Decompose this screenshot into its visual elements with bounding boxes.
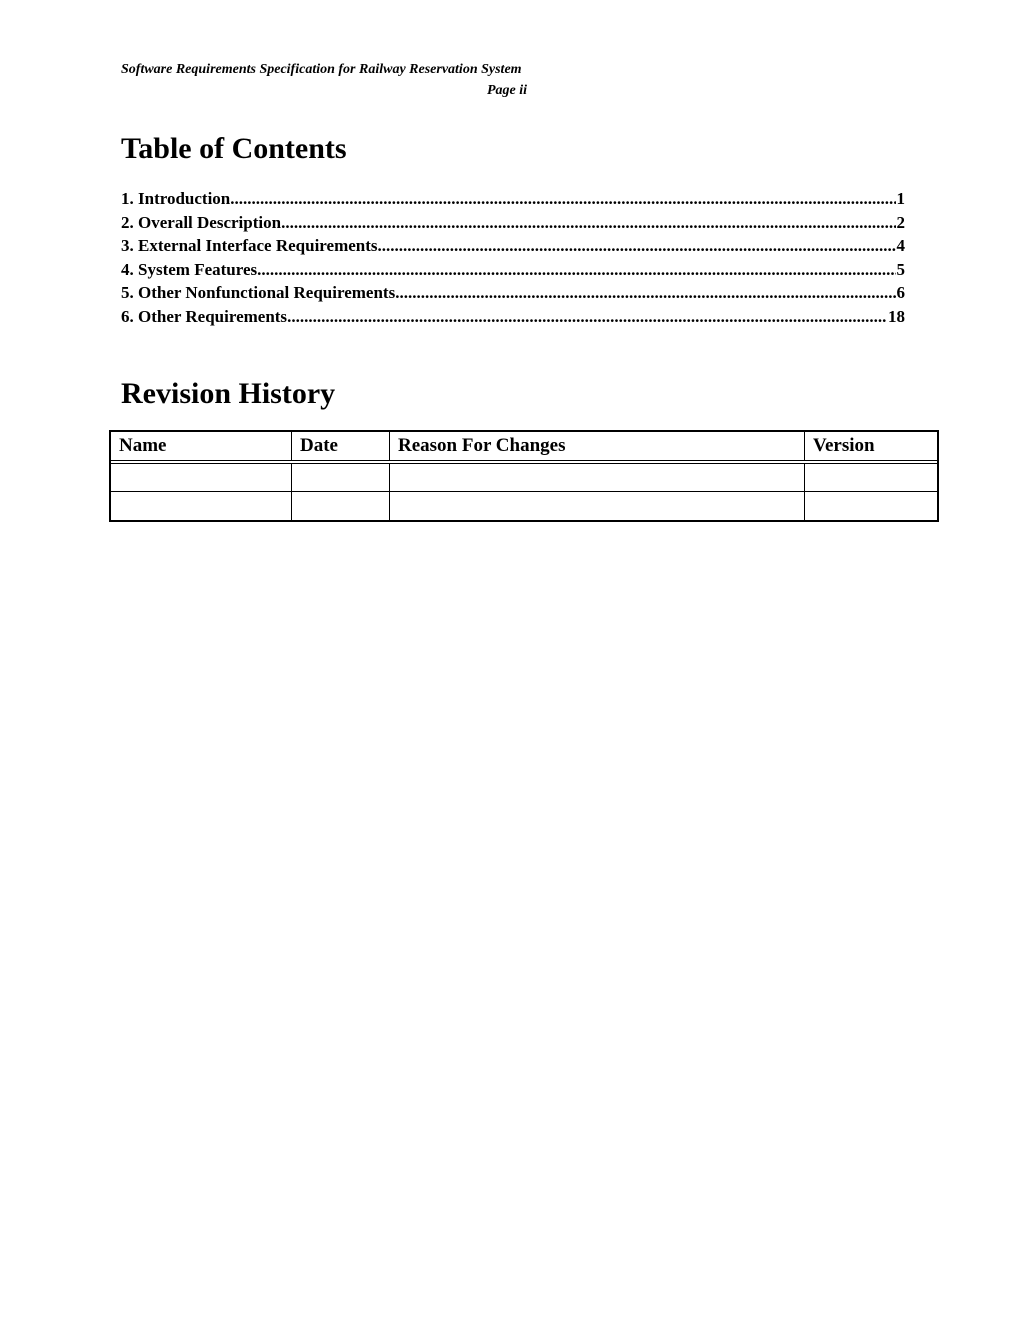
toc-leader-dots <box>287 305 887 329</box>
toc-entry-page: 2 <box>896 212 905 232</box>
table-cell-version[interactable] <box>805 464 937 491</box>
toc-entry[interactable] <box>121 234 905 258</box>
column-header-name: Name <box>111 432 292 460</box>
table-row <box>111 492 937 520</box>
document-header-title: Software Requirements Specification for Railway Reservation System <box>121 62 522 77</box>
toc-entry[interactable] <box>121 187 905 211</box>
toc-leader-dots <box>257 258 895 282</box>
toc-entry-page: 5 <box>896 259 905 279</box>
table-cell-reason[interactable] <box>390 492 805 520</box>
toc-entry-label: 1. Introduction <box>121 189 231 208</box>
column-header-date: Date <box>292 432 390 460</box>
table-cell-name[interactable] <box>111 492 292 520</box>
toc-entry-page: 4 <box>896 236 905 255</box>
toc-entry-label: 4. System Features <box>121 259 258 279</box>
column-header-version: Version <box>813 435 875 456</box>
toc-entry[interactable] <box>121 258 905 282</box>
toc-leader-dots <box>281 211 895 235</box>
table-cell-name[interactable] <box>111 464 292 491</box>
toc-entry-label: 6. Other Requirements <box>121 306 288 326</box>
toc-entry-page: 6 <box>896 283 905 302</box>
table-cell-date[interactable] <box>292 492 390 520</box>
table-cell-date[interactable] <box>292 464 390 491</box>
table-header-row <box>111 432 937 464</box>
toc-leader-dots <box>230 187 895 211</box>
toc-entry[interactable] <box>121 281 905 305</box>
toc-entry-label: 5. Other Nonfunctional Requirements <box>121 283 396 302</box>
toc-entry-label: 2. Overall Description <box>121 212 282 232</box>
toc-entry-page: 1 <box>896 189 905 208</box>
column-header-reason: Reason For Changes <box>390 432 805 460</box>
table-cell-version[interactable] <box>805 492 937 520</box>
page-number-label: Page ii <box>487 83 528 98</box>
table-row <box>111 464 937 492</box>
toc-leader-dots <box>395 281 895 305</box>
toc-heading: Table of Contents <box>121 132 347 165</box>
table-cell-reason[interactable] <box>390 464 805 491</box>
toc-leader-dots <box>378 234 896 258</box>
toc-entry[interactable] <box>121 211 905 235</box>
table-of-contents <box>121 187 905 328</box>
toc-entry[interactable] <box>121 305 905 329</box>
toc-entry-label: 3. External Interface Requirements <box>121 236 378 255</box>
revision-history-table <box>109 430 939 522</box>
toc-entry-page: 18 <box>888 306 905 326</box>
revision-history-heading: Revision History <box>121 377 336 410</box>
